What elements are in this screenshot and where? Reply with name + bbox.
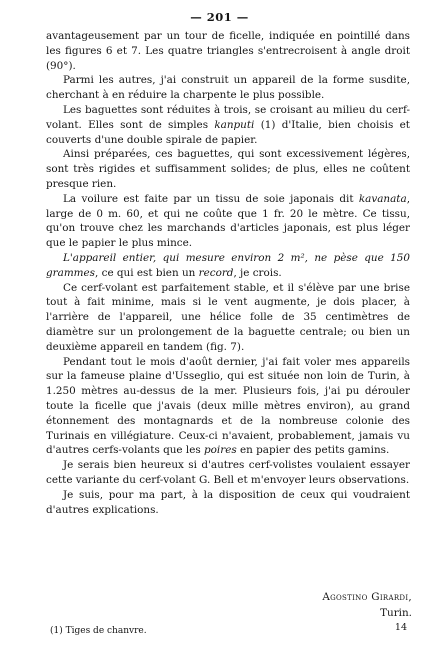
paragraph — [46, 355, 410, 459]
paragraph — [46, 458, 410, 488]
paragraph — [46, 192, 410, 251]
paragraph — [46, 103, 410, 147]
italic-text: record — [198, 266, 234, 279]
paragraph — [46, 251, 410, 281]
italic-text: L'appareil entier, qui mesure environ 2 m², ne pèse que 150 grammes — [46, 251, 410, 279]
italic-text: kanputi — [214, 118, 255, 131]
text-run: , je crois. — [233, 266, 282, 279]
text-run: Ce cerf-volant est parfaitement stable, et il s'élève par une brise tout à fait minime, mais si le vent augmente, je dois placer, à l'arrière de l'appareil, une hélice folle de 35 centimètres de diamètre sur un prolongement de la baguette centrale; ou bien un deuxième appareil en tandem (fig. 7). — [46, 281, 410, 353]
text-run: en papier des petits gamins. — [236, 444, 390, 457]
author-city: Turin. — [380, 607, 412, 619]
italic-text: poires — [204, 444, 237, 457]
text-run: (1) d'Italie, bien choisis et couverts d'une double spirale de papier. — [46, 118, 410, 146]
text-run: La voilure est faite par un tissu de soie japonais dit — [63, 192, 359, 205]
paragraph — [46, 281, 410, 355]
author-signature: Agostino Girardi, — [322, 591, 412, 603]
page-number: — 201 — — [190, 10, 249, 24]
paragraph — [46, 29, 410, 73]
paragraph — [46, 147, 410, 191]
text-run: Ainsi préparées, ces baguettes, qui sont excessivement légères, sont très rigides et suffisamment solides; de plus, elles ne coûtent presque rien. — [46, 148, 410, 190]
paragraph — [46, 73, 410, 103]
text-run: , large de 0 m. 60, et qui ne coûte que 1 fr. 20 le mètre. Ce tissu, qu'on trouve chez les marchands d'articles japonais, est plus léger que le papier le plus mince. — [46, 192, 410, 250]
text-run: Pendant tout le mois d'août dernier, j'ai fait voler mes appareils sur la fameuse plaine d'Usseglio, qui est située non loin de Turin, à 1.250 mètres au-dessus de la mer. Plusieurs fois, j'ai pu dérouler toute la ficelle que j'avais (deux mille mètres environ), au grand étonnement des montagnards et de la nombreuse colonie des Turinais en villégiature. Ceux-ci n'avaient, probablement, jamais vu d'autres cerfs-volants que les — [46, 355, 410, 457]
text-run: Les baguettes sont réduites à trois, se croisant au milieu du cerf-volant. Elles sont de simples — [46, 103, 410, 131]
text-run: Je suis, pour ma part, à la disposition de ceux qui voudraient d'autres explications. — [46, 488, 410, 516]
signature-mark: 14 — [394, 622, 407, 633]
italic-text: kavanata — [358, 192, 407, 205]
body-text — [46, 29, 410, 517]
footnote: (1) Tiges de chanvre. — [50, 626, 147, 636]
paragraph — [46, 488, 410, 518]
text-run: Je serais bien heureux si d'autres cerf-volistes voulaient essayer cette variante du cerf-volant G. Bell et m'envoyer leurs observations. — [46, 459, 410, 486]
text-run: , ce qui est bien un — [95, 266, 199, 279]
text-run: Parmi les autres, j'ai construit un appareil de la forme susdite, cherchant à en réduire la charpente le plus possible. — [46, 74, 410, 102]
text-run: avantageusement par un tour de ficelle, indiquée en pointillé dans les figures 6 et 7. Les quatre triangles s'entrecroisent à angle droit (90°). — [46, 30, 410, 72]
